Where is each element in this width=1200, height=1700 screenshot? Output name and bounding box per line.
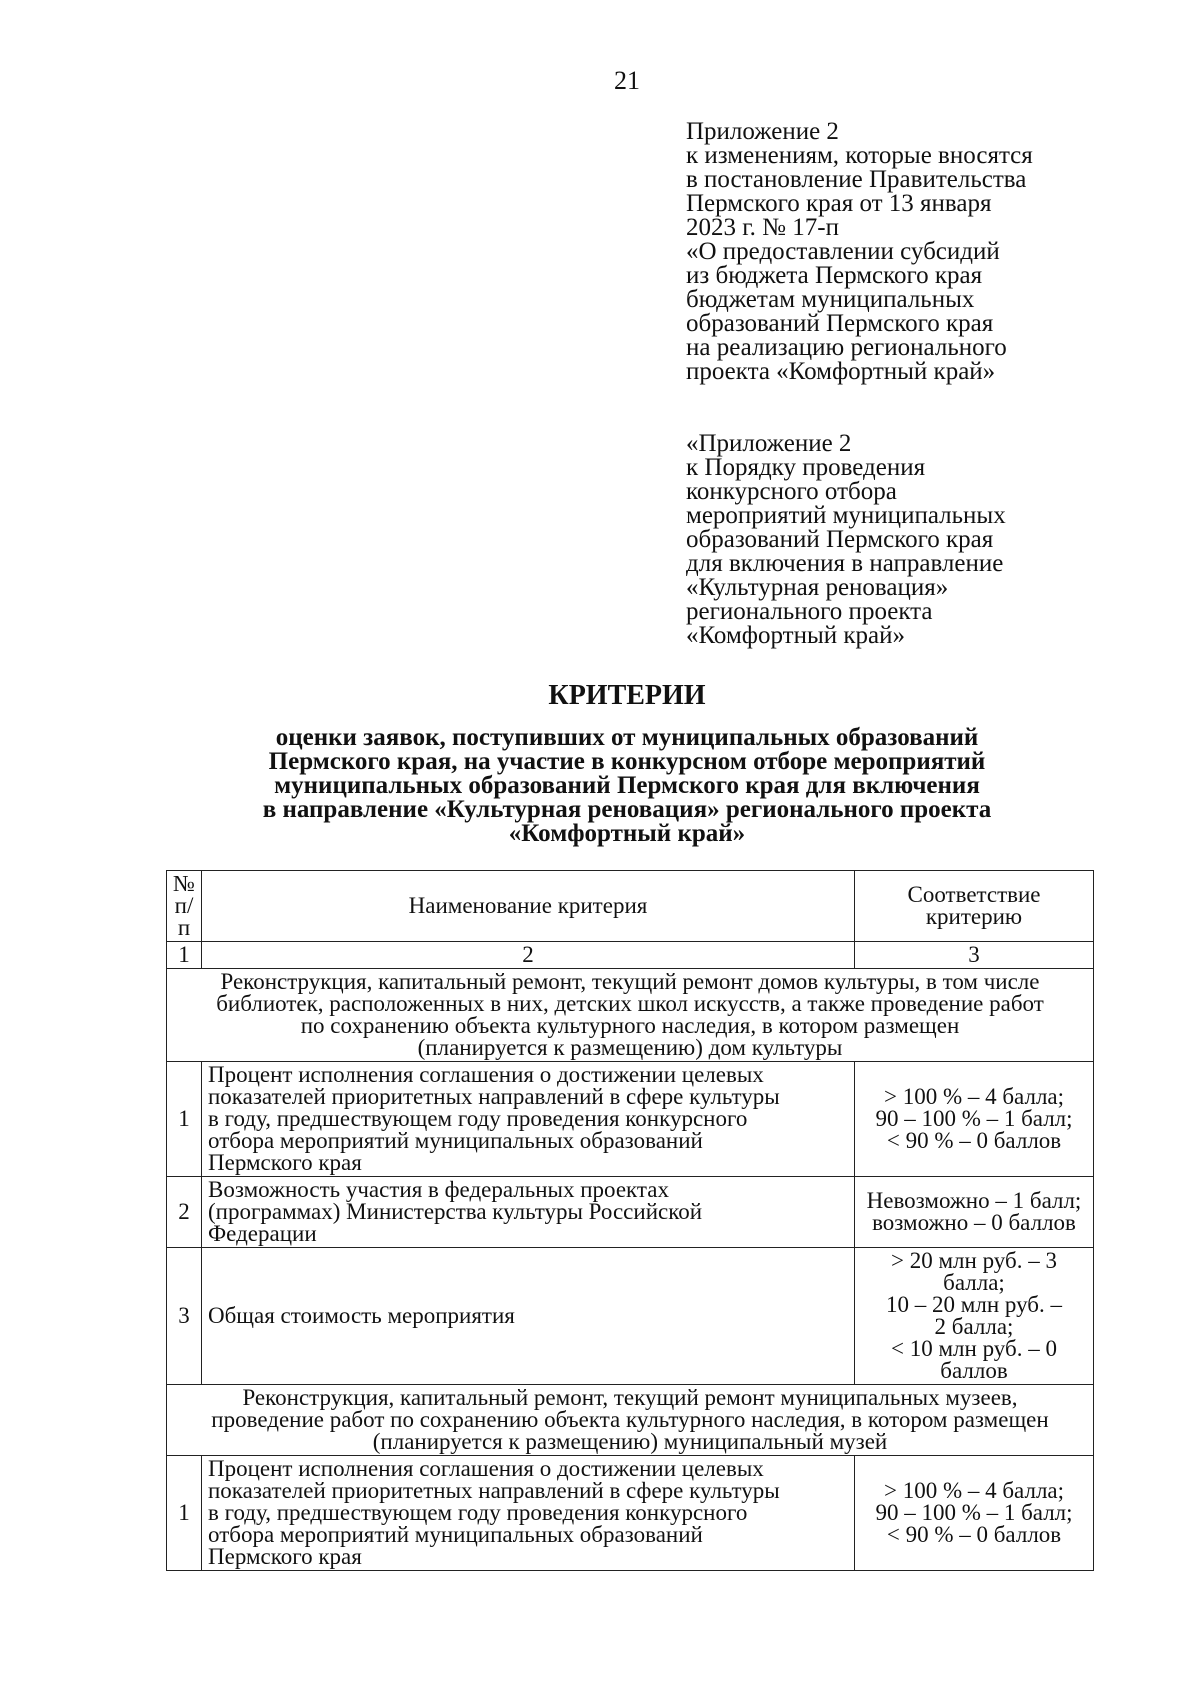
score-line: < 90 % – 0 баллов xyxy=(886,1522,1062,1547)
section-heading-line: (планируется к размещению) дом культуры xyxy=(417,1035,843,1060)
criterion-name xyxy=(202,1062,855,1177)
score-line: > 20 млн руб. – 3 балла; xyxy=(891,1248,1057,1295)
table-row xyxy=(167,1248,1094,1385)
section-heading-line: по сохранению объекта культурного наследия, в котором размещен xyxy=(300,1013,960,1038)
section-heading xyxy=(167,1385,1094,1456)
section-heading-line: (планируется к размещению) муниципальный музей xyxy=(372,1429,888,1454)
criteria-table xyxy=(166,870,1094,1571)
score-line: 90 – 100 % – 1 балл; xyxy=(875,1500,1073,1525)
header-name-cell: Наименование критерия xyxy=(202,871,855,942)
section-heading xyxy=(167,969,1094,1062)
section-heading-line: библиотек, расположенных в них, детских школ искусств, а также проведение работ xyxy=(216,991,1044,1016)
appendix-2-line: образований Пермского края xyxy=(686,526,994,553)
appendix-2-line: для включения в направление xyxy=(686,550,1004,577)
column-index-cell: 2 xyxy=(202,942,855,969)
section-heading-line: Реконструкция, капитальный ремонт, текущий ремонт муниципальных музеев, xyxy=(242,1385,1018,1410)
row-number: 2 xyxy=(167,1177,202,1248)
appendix-note-2 xyxy=(686,432,1126,648)
row-number: 3 xyxy=(167,1248,202,1385)
section-heading-line: Реконструкция, капитальный ремонт, текущий ремонт домов культуры, в том числе xyxy=(220,969,1040,994)
appendix-2-line: «Приложение 2 xyxy=(686,430,852,457)
score-line: Невозможно – 1 балл; xyxy=(866,1188,1082,1213)
table-row xyxy=(167,1062,1094,1177)
appendix-2-line: «Комфортный край» xyxy=(686,622,905,649)
appendix-2-line: к Порядку проведения xyxy=(686,454,926,481)
criterion-line: Пермского края xyxy=(208,1544,362,1569)
criterion-line: в году, предшествующем году проведения конкурсного xyxy=(208,1106,748,1131)
appendix-1-line: «О предоставлении субсидий xyxy=(686,238,1000,265)
appendix-1-line: Пермского края от 13 января xyxy=(686,190,992,217)
subtitle-line: Пермского края, на участие в конкурсном отборе мероприятий xyxy=(268,748,986,775)
section-row-museums xyxy=(167,1385,1094,1456)
appendix-1-line: образований Пермского края xyxy=(686,310,994,337)
score-line: < 10 млн руб. – 0 баллов xyxy=(891,1336,1057,1383)
appendix-2-line: регионального проекта xyxy=(686,598,933,625)
criterion-name xyxy=(202,1177,855,1248)
score-line: 10 – 20 млн руб. – xyxy=(886,1292,1062,1317)
row-number: 1 xyxy=(167,1062,202,1177)
subtitle-line: в направление «Культурная реновация» регионального проекта xyxy=(262,796,992,823)
criterion-line: показателей приоритетных направлений в сфере культуры xyxy=(208,1478,780,1503)
appendix-2-line: мероприятий муниципальных xyxy=(686,502,1006,529)
page-number: 21 xyxy=(614,66,640,95)
criterion-line: Процент исполнения соглашения о достижении целевых xyxy=(208,1456,764,1481)
criterion-line: отбора мероприятий муниципальных образований xyxy=(208,1522,703,1547)
column-index-row xyxy=(167,942,1094,969)
subtitle-line: муниципальных образований Пермского края для включения xyxy=(274,772,980,799)
criterion-line: показателей приоритетных направлений в сфере культуры xyxy=(208,1084,780,1109)
score-line: возможно – 0 баллов xyxy=(872,1210,1076,1235)
section-row-houses-of-culture xyxy=(167,969,1094,1062)
criterion-name xyxy=(202,1456,855,1571)
score-line: > 100 % – 4 балла; xyxy=(883,1084,1065,1109)
criterion-line: отбора мероприятий муниципальных образований xyxy=(208,1128,703,1153)
criterion-line: Процент исполнения соглашения о достижении целевых xyxy=(208,1062,764,1087)
table-row xyxy=(167,1177,1094,1248)
appendix-note-1 xyxy=(686,120,1126,384)
section-heading-line: проведение работ по сохранению объекта культурного наследия, в котором размещен xyxy=(211,1407,1049,1432)
criterion-score xyxy=(855,1456,1094,1571)
criterion-name xyxy=(202,1248,855,1385)
column-index-cell: 3 xyxy=(855,942,1094,969)
score-line: 90 – 100 % – 1 балл; xyxy=(875,1106,1073,1131)
appendix-1-line: бюджетам муниципальных xyxy=(686,286,975,313)
appendix-2-line: «Культурная реновация» xyxy=(686,574,949,601)
appendix-2-line: конкурсного отбора xyxy=(686,478,897,505)
document-title: КРИТЕРИИ xyxy=(548,680,706,711)
appendix-1-line: из бюджета Пермского края xyxy=(686,262,983,289)
column-index-cell: 1 xyxy=(167,942,202,969)
criterion-line: Общая стоимость мероприятия xyxy=(208,1303,515,1328)
score-line: 2 балла; xyxy=(934,1314,1014,1339)
subtitle-line: оценки заявок, поступивших от муниципальных образований xyxy=(275,724,979,751)
table-header-row xyxy=(167,871,1094,942)
criterion-line: Возможность участия в федеральных проектах xyxy=(208,1177,669,1202)
appendix-1-line: 2023 г. № 17-п xyxy=(686,214,839,241)
appendix-1-line: в постановление Правительства xyxy=(686,166,1027,193)
criterion-line: Пермского края xyxy=(208,1150,362,1175)
row-number: 1 xyxy=(167,1456,202,1571)
table-row xyxy=(167,1456,1094,1571)
criterion-line: (программах) Министерства культуры Российской xyxy=(208,1199,703,1224)
criterion-score xyxy=(855,1248,1094,1385)
criterion-score xyxy=(855,1177,1094,1248)
subtitle-line: «Комфортный край» xyxy=(508,820,746,847)
header-num-cell xyxy=(167,871,202,942)
criterion-score xyxy=(855,1062,1094,1177)
header-value-cell: Соответствие критерию xyxy=(855,871,1094,942)
header-num-symbol: № xyxy=(173,871,195,896)
criterion-line: Федерации xyxy=(208,1221,317,1246)
document-subtitle xyxy=(0,726,1200,846)
score-line: > 100 % – 4 балла; xyxy=(883,1478,1065,1503)
appendix-1-line: к изменениям, которые вносятся xyxy=(686,142,1033,169)
score-line: < 90 % – 0 баллов xyxy=(886,1128,1062,1153)
appendix-1-line: на реализацию регионального xyxy=(686,334,1007,361)
appendix-1-line: Приложение 2 xyxy=(686,118,839,145)
criterion-line: в году, предшествующем году проведения конкурсного xyxy=(208,1500,748,1525)
appendix-1-line: проекта «Комфортный край» xyxy=(686,358,996,385)
header-num-abbrev: п/п xyxy=(174,893,194,940)
